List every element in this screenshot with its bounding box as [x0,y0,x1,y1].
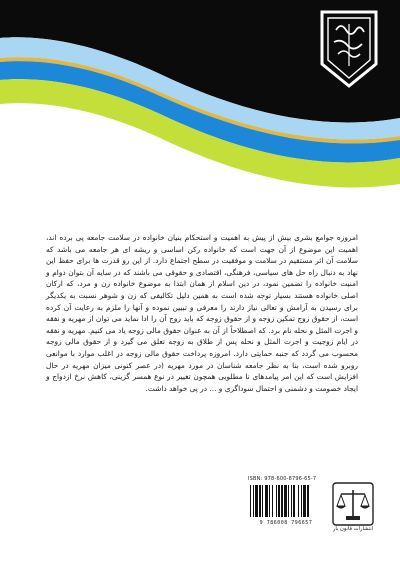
isbn-label: ISBN: 978-600-8796-65-7 [248,476,317,482]
back-cover-description: امروزه جوامع بشری بیش از پیش به اهمیت و استحکام بنیان خانواده در سلامت جامعه پی برده اند، اهمیت این موضوع از آن جهت است که خانواده رکن اساسی و ریشه ای هر جامعه می باشد که سلامت آن اثر مستقیم در سلامت و موفقیت در سطح اجتماع دارد. از این رو قدرت ها برای حفظ این نهاد به دنبال راه حل های سیاسی، فرهنگی، اقتصادی و حقوقی می باشند که در سایه آن بتوان دوام و امنیت خانواده را تضمین نمود، در دین اسلام از همان ابتدا به موضوع خانواده زن و مرد، که ارکان اصلی خانواده هستند بسیار توجه شده است به همین دلیل تکالیفی که زن و شوهر نسبت به یکدیگر برای رسیدن به آرامش و تعالی نیاز دارند را معرفی و تبیین نموده و آنها را ملزم به رعایت آن کرده است، از حقوق زوج تمکین زوجه و از حقوق زوجه که باید زوج آن را ادا نماید می توان از مهریه و نفقه و اجرت المثل و نحله نام برد. که اصطلاحاً از آن به عنوان حقوق مالی زوجه یاد می کنیم. مهریه و نفقه در ایام زوجیت و اجرت المثل و نحله پس از طلاق به زوجه تعلق می گیرد و از حقوق مالی زوجه محسوب می گردد که جنبه حمایتی دارد. امروزه پرداخت حقوق مالی زوجه در اغلب موارد با موانعی روبرو شده است، بنا به نظر جامعه شناسان در مورد مهریه (در عصر کنونی میزان مهریه در حال افزایش است که این امر پیامدهای نا مطلوبی همچون تغییر در نوع همسر گزینی، کاهش نرخ ازدواج و ایجاد خصومت و دشمنی و احتمال سوداگری و ... در پی خواهد داشت. [46,233,358,393]
publisher-name: انتشارات قانون یار [332,526,374,532]
barcode-digits: 9 786008 796657 [259,520,313,526]
university-shield-icon [318,10,380,90]
publisher-scales-logo-icon [332,482,374,526]
barcode-icon [248,483,324,519]
